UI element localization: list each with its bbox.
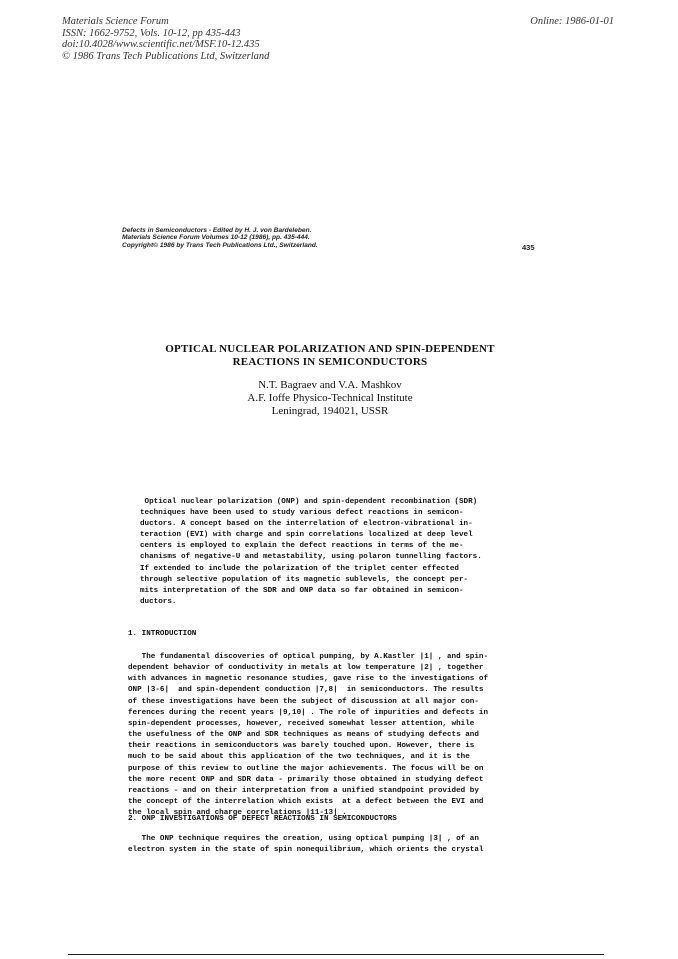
journal-header-line: Materials Science Forum Volumes 10-12 (1986), pp. 435-444. <box>122 234 310 242</box>
stamp-journal: Materials Science Forum <box>62 16 169 27</box>
stamp-copyright: © 1986 Trans Tech Publications Ltd, Switzerland <box>62 50 270 62</box>
body-line: their reactions in semiconductors was barely touched upon. However, there is <box>128 742 475 751</box>
author-institute: A.F. Ioffe Physico-Technical Institute <box>247 392 413 404</box>
stamp-doi: doi:10.4028/www.scientific.net/MSF.10-12.435 <box>62 39 260 50</box>
abstract-line: teraction (EVI) with charge and spin correlations localized at deep level <box>140 531 473 540</box>
author-names: N.T. Bagraev and V.A. Mashkov <box>258 379 402 391</box>
abstract-line: ductors. <box>140 597 177 606</box>
body-line: the more recent ONP and SDR data - primarily those obtained in studying defect <box>128 775 484 784</box>
author-city: Leningrad, 194021, USSR <box>271 405 389 417</box>
abstract-line: centers is employed to explain the defect reactions in terms of the me- <box>140 542 464 551</box>
journal-header-line: Copyright© 1986 by Trans Tech Publications Ltd., Switzerland. <box>122 241 318 249</box>
section-2-heading: 2. ONP INVESTIGATIONS OF DEFECT REACTIONS IN SEMICONDUCTORS <box>128 815 397 823</box>
body-line: ferences during the recent years |9,10| . The role of impurities and defects in <box>128 708 489 717</box>
footer-rule <box>68 954 604 955</box>
section-1-body <box>128 652 488 819</box>
body-line: electron system in the state of spin nonequilibrium, which orients the crystal <box>128 846 484 855</box>
abstract-line: chanisms of negative-U and metastability, using polaron tunnelling factors. <box>140 553 482 562</box>
journal-header-line: Defects in Semiconductors - Edited by H. J. von Bardeleben. <box>122 227 312 234</box>
body-line: much to be said about this application of the two techniques, and it is the <box>128 753 470 762</box>
paper-title <box>120 343 540 369</box>
body-line: the concept of the interrelation which exists at a defect between the EVI and <box>128 798 484 807</box>
body-line: The fundamental discoveries of optical pumping, by A.Kastler |1| , and spin- <box>128 653 489 661</box>
journal-header <box>122 227 318 249</box>
author-block <box>160 379 500 418</box>
body-line: The ONP technique requires the creation, using optical pumping |3| , of an <box>128 835 479 843</box>
body-line: ONP |3-6| and spin-dependent conduction |7,8| in semiconductors. The results <box>128 686 484 695</box>
section-1-heading: 1. INTRODUCTION <box>128 630 197 638</box>
body-line: with advances in magnetic resonance studies, gave rise to the investigations of <box>128 675 489 684</box>
stamp-online-date: Online: 1986-01-01 <box>530 16 614 27</box>
abstract-line: techniques have been used to study various defect reactions in semicon- <box>140 509 464 518</box>
body-line: spin-dependent processes, however, received somewhat lesser attention, while <box>128 719 475 728</box>
section-2-body <box>128 834 483 856</box>
abstract <box>140 497 560 608</box>
body-line: of these investigations have been the subject of discussion at all major con- <box>128 697 479 706</box>
abstract-line: ductors. A concept based on the interrelation of electron-vibrational in- <box>140 520 473 529</box>
stamp-issn: ISSN: 1662-9752, Vols. 10-12, pp 435-443 <box>62 27 241 39</box>
body-line: the usefulness of the ONP and SDR techniques as means of studying defects and <box>128 731 479 740</box>
abstract-line: mits interpretation of the SDR and ONP data so far obtained in semicon- <box>140 586 464 595</box>
page-number: 435 <box>522 243 535 252</box>
title-line-2: REACTIONS IN SEMICONDUCTORS <box>232 356 428 368</box>
body-line: reactions - and on their interpretation from a unified standpoint provided by <box>128 786 479 795</box>
title-line-1: OPTICAL NUCLEAR POLARIZATION AND SPIN-DEPENDENT <box>165 343 495 355</box>
abstract-line: Optical nuclear polarization (ONP) and spin-dependent recombination (SDR) <box>140 498 478 506</box>
abstract-line: If extended to include the polarization of the triplet center effected <box>140 564 459 573</box>
abstract-line: through selective population of its magnetic sublevels, the concept per- <box>140 575 469 584</box>
body-line: dependent behavior of conductivity in metals at low temperature |2| , together <box>128 664 484 673</box>
body-line: the local spin and charge correlations |11-13| . <box>128 809 347 818</box>
publisher-stamp <box>62 16 269 62</box>
body-line: purpose of this review to outline the major achievements. The focus will be on <box>128 764 484 773</box>
